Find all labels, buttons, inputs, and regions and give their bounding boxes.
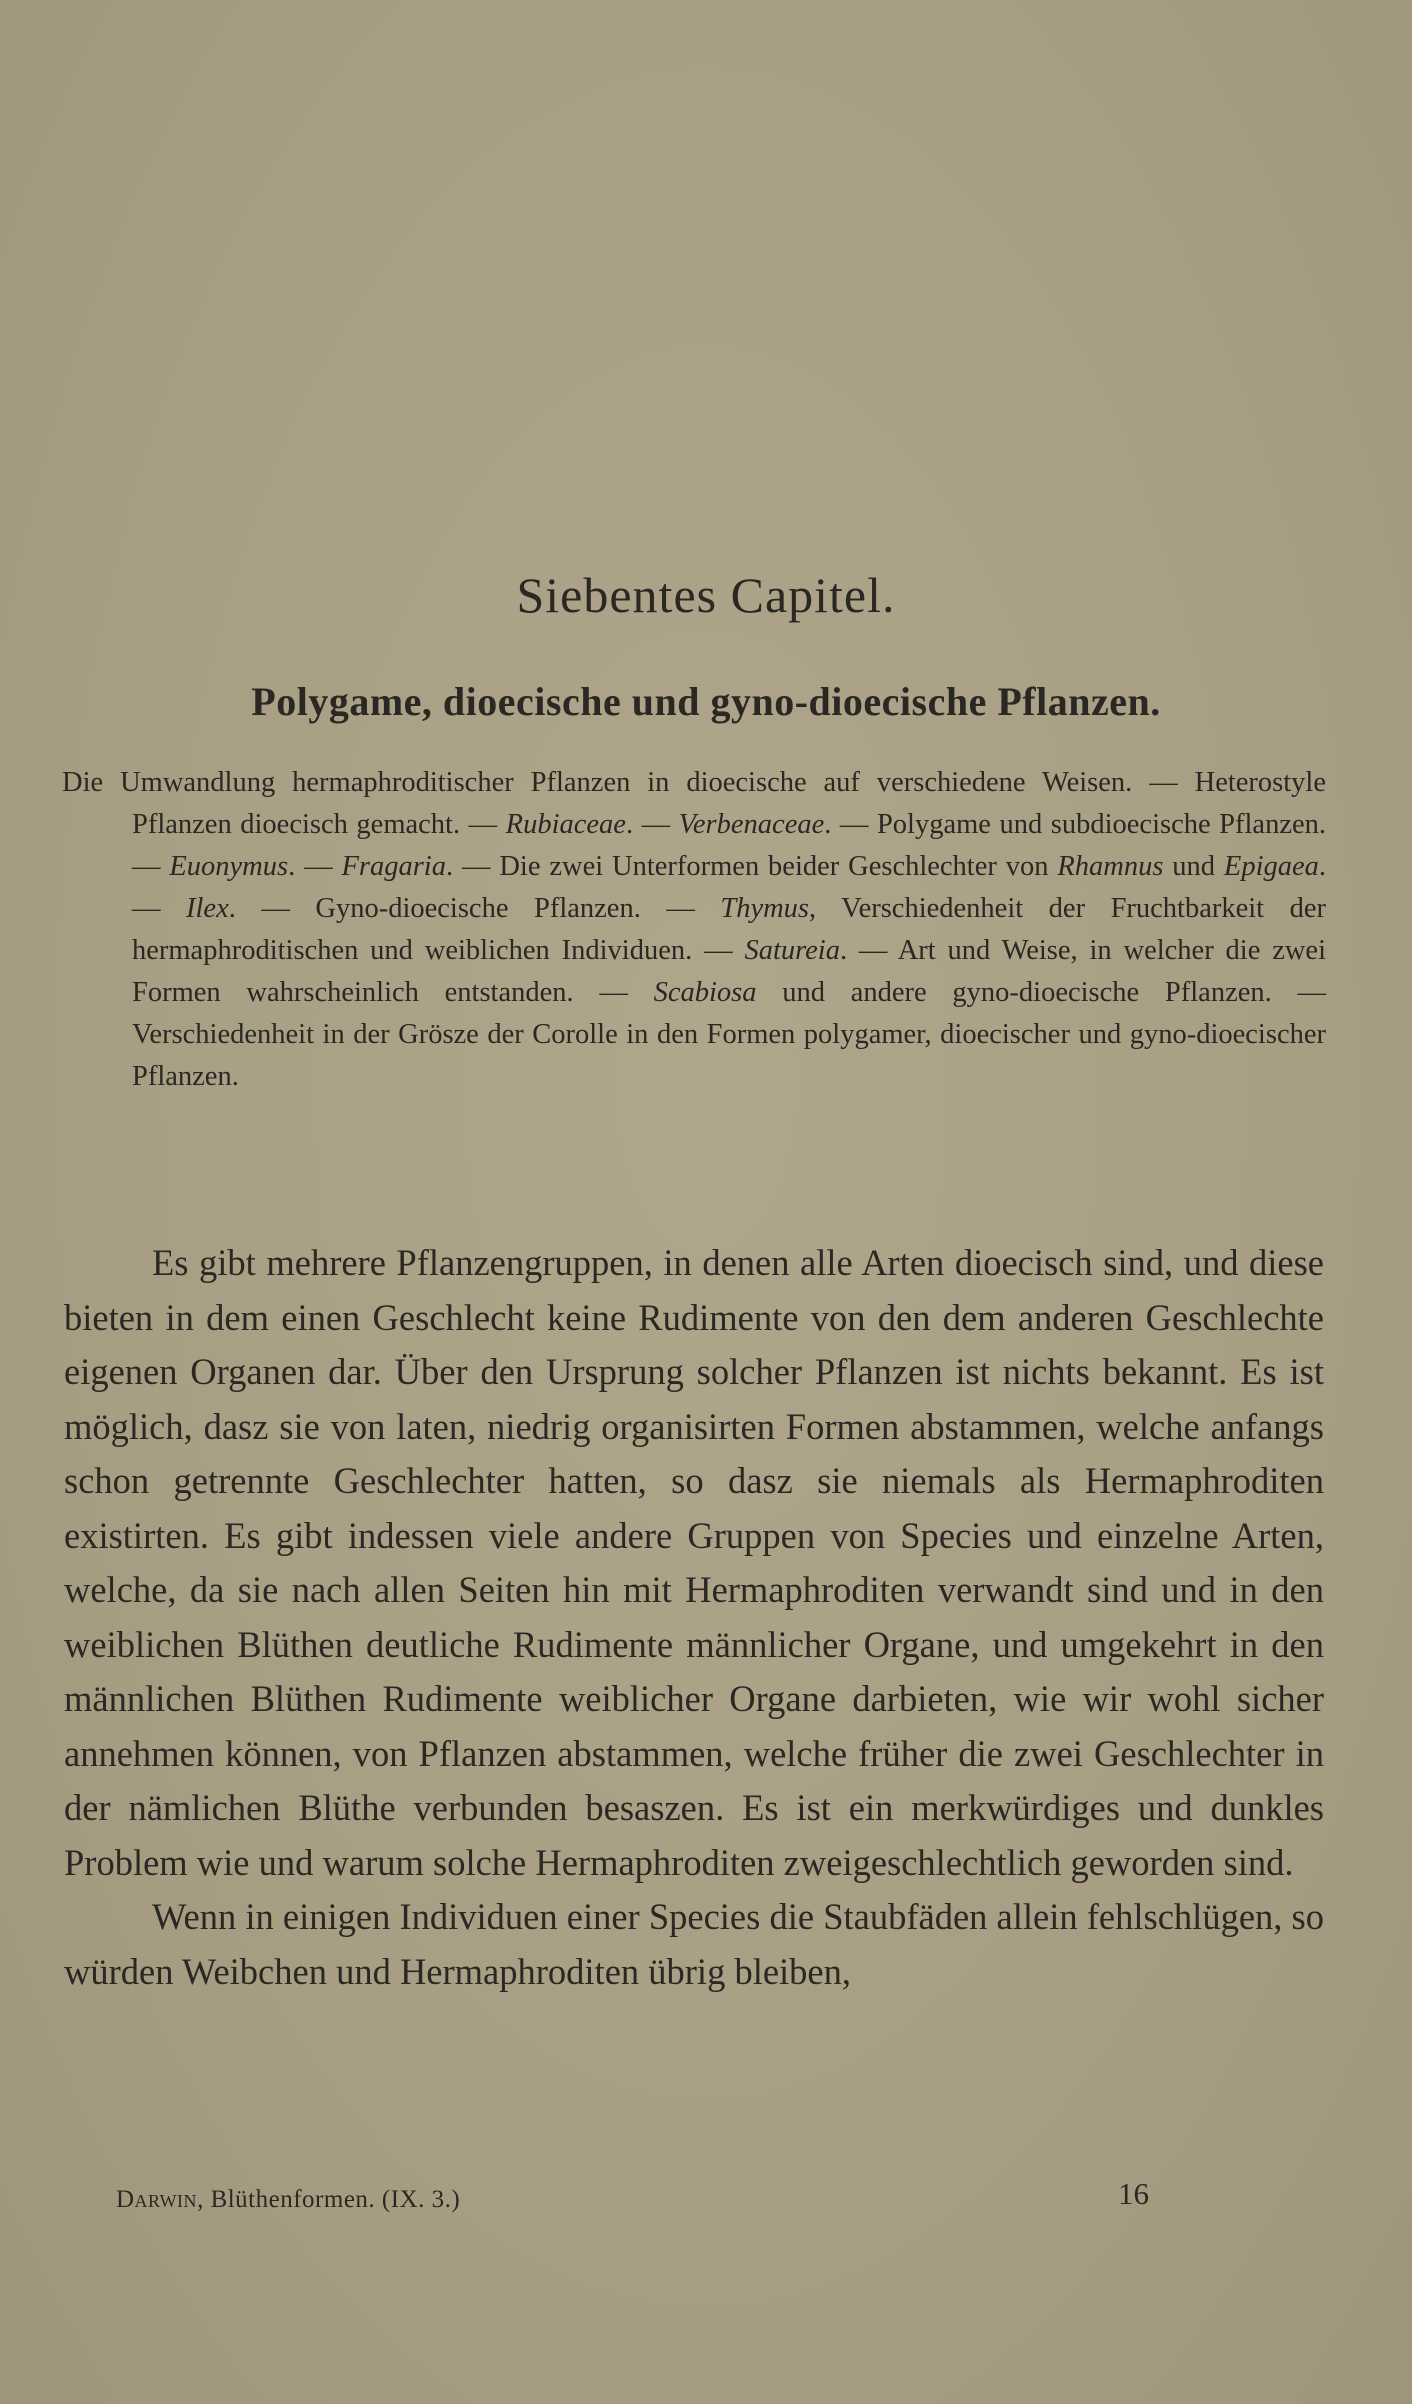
chapter-title: Siebentes Capitel. (516, 567, 896, 623)
body-paragraph-1: Es gibt mehrere Pflanzengruppen, in denen alle Arten dioecisch sind, und diese bieten in dem einen Geschlecht keine Rudimente von den dem anderen Geschlechte eigenen Organen dar. Über den Ursprung solcher Pflanzen ist nichts bekannt. Es ist möglich, dasz sie von laten, niedrig organisirten Formen abstammen, welche anfangs schon getrennte Geschlechter hatten, so dasz sie niemals als Hermaphroditen existirten. Es gibt indessen viele andere Gruppen von Species und einzelne Arten, welche, da sie nach allen Seiten hin mit Hermaphroditen verwandt sind und in den weiblichen Blüthen deutliche Rudimente männlicher Organe, und umgekehrt in den männlichen Blüthen Rudimente weiblicher Organe darbieten, wie wir wohl sicher annehmen können, von Pflanzen abstammen, welche früher die zwei Geschlechter in der nämlichen Blüthe verbunden besaszen. Es ist ein merkwürdiges und dunkles Problem wie und warum solche Hermaphroditen zweigeschlechtlich geworden sind. (64, 1242, 1324, 1883)
signature-mark: 16 (1118, 2176, 1149, 2211)
footer-book-info: , Blüthenformen. (IX. 3.) (197, 2186, 461, 2213)
body-text (64, 1236, 1324, 1999)
footer-author: Darwin (116, 2186, 198, 2213)
body-paragraph-2: Wenn in einigen Individuen einer Species die Staubfäden allein fehlschlügen, so würden Weibchen und Hermaphroditen übrig bleiben, (64, 1896, 1324, 1992)
chapter-summary (62, 762, 1326, 1098)
chapter-subtitle: Polygame, dioecische und gyno-dioecische Pflanzen. (251, 679, 1161, 724)
footer-author-line (116, 2186, 460, 2214)
summary-paragraph: Die Umwandlung hermaphroditischer Pflanzen in dioecische auf verschiedene Weisen. — Heterostyle Pflanzen dioecisch gemacht. — Rubiaceae. — Verbenaceae. — Polygame und subdioecische Pflanzen. — Euonymus. — Fragaria. — Die zwei Unterformen beider Geschlechter von Rhamnus und Epigaea. — Ilex. — Gyno-dioecische Pflanzen. — Thymus, Verschiedenheit der Fruchtbarkeit der hermaphroditischen und weiblichen Individuen. — Satureia. — Art und Weise, in welcher die zwei Formen wahrscheinlich entstanden. — Scabiosa und andere gyno-dioecische Pflanzen. — Verschiedenheit in der Grösze der Corolle in den Formen polygamer, dioecischer und gyno-dioecischer Pflanzen. (62, 767, 1327, 1092)
